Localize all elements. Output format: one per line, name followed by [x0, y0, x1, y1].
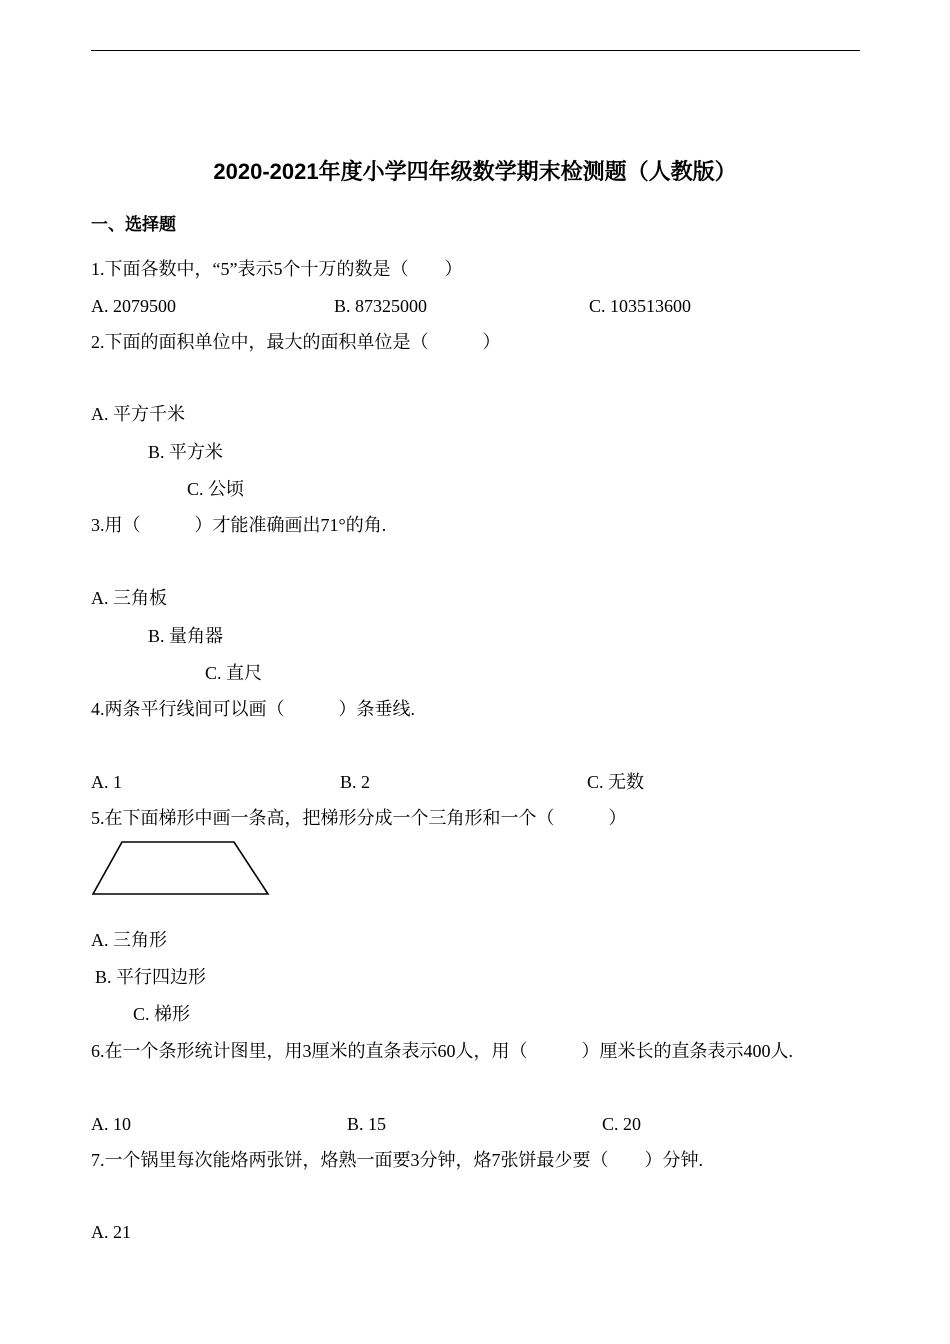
question-4-stem: 4.两条平行线间可以画（ ）条垂线. — [91, 699, 415, 719]
question-4-option-c: C. 无数 — [587, 772, 645, 792]
question-5-stem: 5.在下面梯形中画一条高，把梯形分成一个三角形和一个（ ） — [91, 808, 627, 828]
section-heading: 一、选择题 — [91, 215, 176, 234]
trapezoid-shape — [93, 842, 268, 894]
document-title: 2020-2021年度小学四年级数学期末检测题（人教版） — [213, 159, 737, 184]
question-3-option-b: B. 量角器 — [148, 626, 224, 646]
question-3-option-c: C. 直尺 — [205, 663, 263, 683]
question-4-option-a: A. 1 — [91, 772, 122, 792]
question-6-option-b: B. 15 — [347, 1114, 387, 1134]
question-2-option-c: C. 公顷 — [187, 479, 245, 499]
question-5-option-c: C. 梯形 — [133, 1004, 191, 1024]
question-2-option-a: A. 平方千米 — [91, 404, 185, 424]
question-7-option-a: A. 21 — [91, 1222, 131, 1242]
question-3-stem: 3.用（ ）才能准确画出71°的角. — [91, 515, 387, 535]
question-1-option-a: A. 2079500 — [91, 296, 176, 316]
question-3-option-a: A. 三角板 — [91, 588, 167, 608]
question-5-option-b: B. 平行四边形 — [95, 967, 207, 987]
question-1-option-b: B. 87325000 — [334, 296, 428, 316]
question-7-stem: 7.一个锅里每次能烙两张饼，烙熟一面要3分钟，烙7张饼最少要（ ）分钟. — [91, 1150, 703, 1170]
question-5-option-a: A. 三角形 — [91, 930, 167, 950]
header-rule — [91, 50, 860, 51]
question-1-stem: 1.下面各数中，“5”表示5个十万的数是（ ） — [91, 259, 463, 279]
question-6-option-c: C. 20 — [602, 1114, 642, 1134]
question-1-option-c: C. 103513600 — [589, 296, 692, 316]
trapezoid-figure — [88, 838, 272, 898]
question-2-stem: 2.下面的面积单位中，最大的面积单位是（ ） — [91, 332, 501, 352]
question-2-option-b: B. 平方米 — [148, 442, 224, 462]
question-4-option-b: B. 2 — [340, 772, 371, 792]
question-6-option-a: A. 10 — [91, 1114, 131, 1134]
question-6-stem: 6.在一个条形统计图里，用3厘米的直条表示60人，用（ ）厘米长的直条表示400人. — [91, 1041, 793, 1061]
